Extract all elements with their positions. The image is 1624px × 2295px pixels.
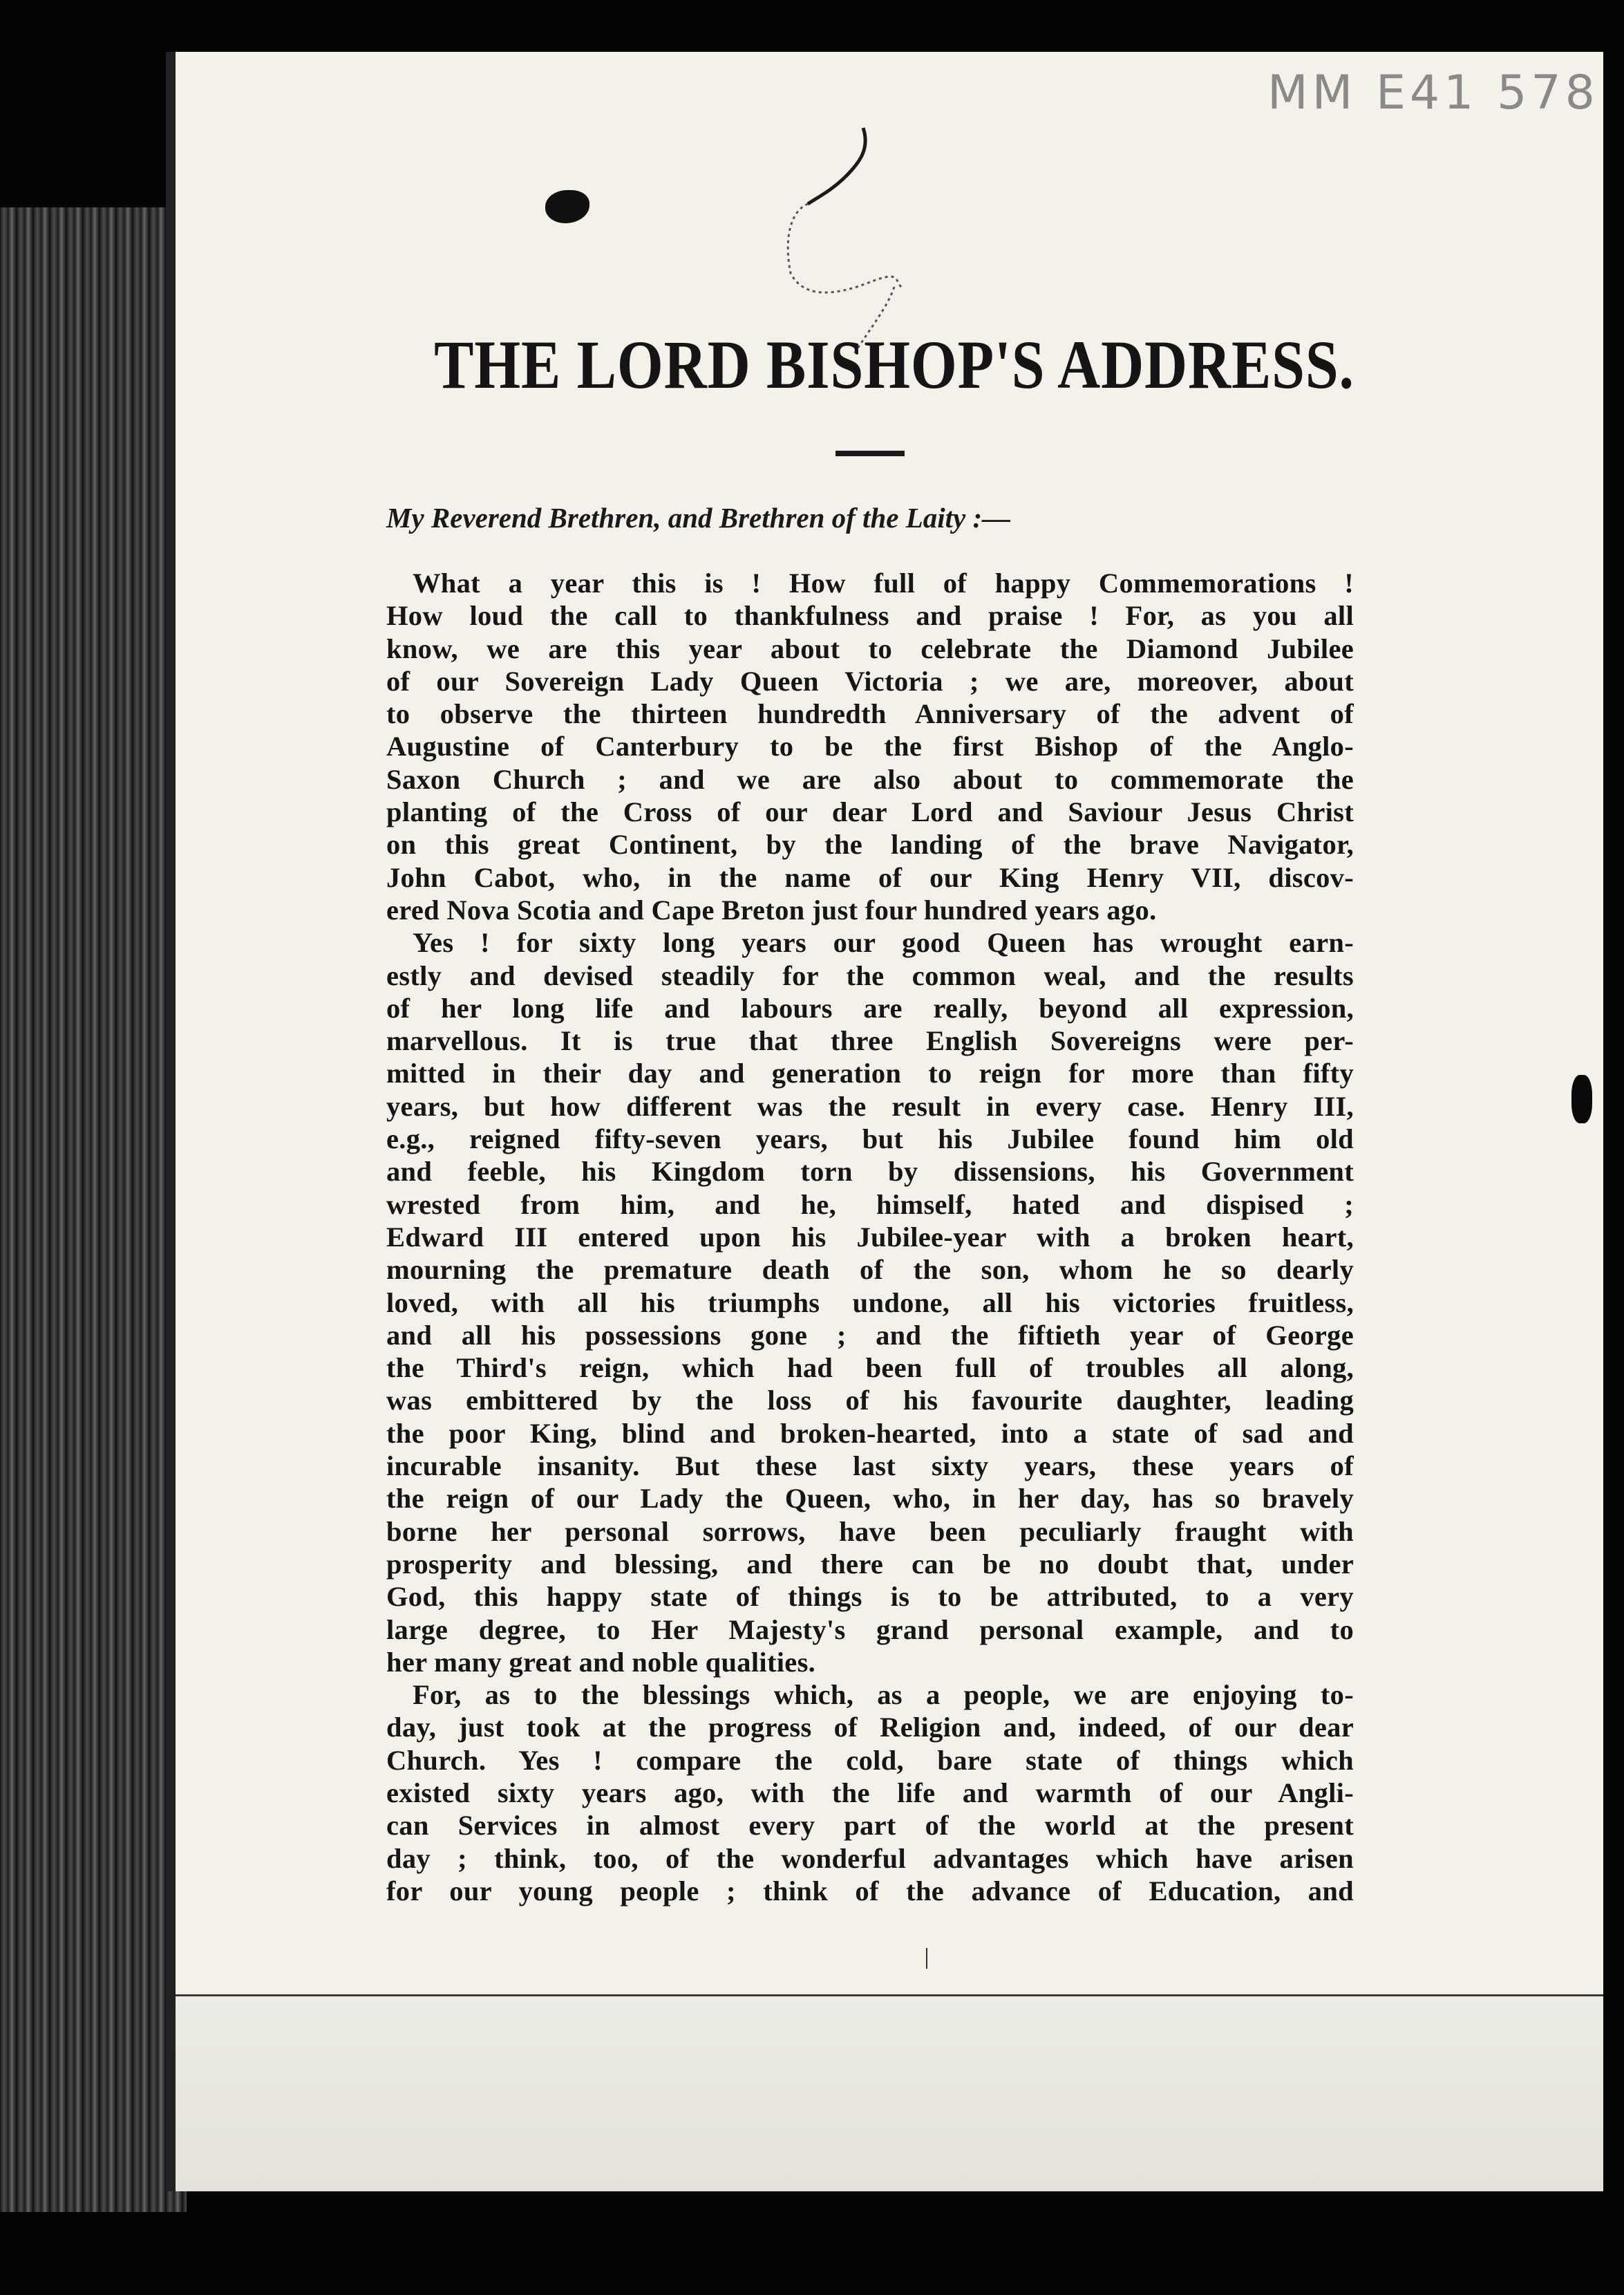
text-line: and feeble, his Kingdom torn by dissensions, his Government <box>386 1156 1354 1188</box>
ink-mark <box>1571 1075 1592 1123</box>
catalog-mark: MM E41 578 <box>1267 66 1599 120</box>
page-bottom-margin <box>176 1996 1603 2191</box>
text-line: John Cabot, who, in the name of our King Henry VII, discov- <box>386 861 1354 893</box>
text-line: What a year this is ! How full of happy Commemorations ! <box>413 568 1354 599</box>
page-title: THE LORD BISHOP'S ADDRESS. <box>434 326 1354 403</box>
ink-tick <box>926 1948 927 1969</box>
text-line: to observe the thirteen hundredth Anniversary of the advent of <box>386 698 1354 730</box>
text-line: for our young people ; think of the advance of Education, and <box>386 1875 1354 1907</box>
text-line: How loud the call to thankfulness and praise ! For, as you all <box>386 600 1354 632</box>
text-line: wrested from him, and he, himself, hated and dispised ; <box>386 1188 1354 1220</box>
text-line: her many great and noble qualities. <box>386 1646 816 1678</box>
address-body <box>386 567 1354 1907</box>
scan-edge-strip <box>0 207 187 2212</box>
text-line: ered Nova Scotia and Cape Breton just four hundred years ago. <box>386 894 1157 926</box>
text-line: the poor King, blind and broken-hearted, into a state of sad and <box>386 1417 1354 1449</box>
text-line: can Services in almost every part of the world at the present <box>386 1810 1354 1842</box>
text-line: of our Sovereign Lady Queen Victoria ; we are, moreover, about <box>386 665 1354 697</box>
text-line: Augustine of Canterbury to be the first Bishop of the Anglo- <box>386 731 1354 762</box>
text-line: prosperity and blessing, and there can be no doubt that, under <box>386 1548 1354 1580</box>
text-line: the Third's reign, which had been full of troubles all along, <box>386 1352 1354 1384</box>
text-line: Saxon Church ; and we are also about to commemorate the <box>386 763 1354 795</box>
text-line: and all his possessions gone ; and the fiftieth year of George <box>386 1319 1354 1351</box>
text-line: mitted in their day and generation to reign for more than fifty <box>386 1058 1354 1089</box>
text-line: incurable insanity. But these last sixty years, these years of <box>386 1450 1354 1482</box>
text-line: loved, with all his triumphs undone, all his victories fruitless, <box>386 1286 1354 1318</box>
text-line: the reign of our Lady the Queen, who, in her day, has so bravely <box>386 1483 1354 1515</box>
text-line: was embittered by the loss of his favourite daughter, leading <box>386 1385 1354 1416</box>
text-line: For, as to the blessings which, as a people, we are enjoying to- <box>413 1679 1354 1711</box>
text-line: mourning the premature death of the son, whom he so dearly <box>386 1254 1354 1286</box>
text-line: God, this happy state of things is to be attributed, to a very <box>386 1581 1354 1613</box>
text-line: years, but how different was the result in every case. Henry III, <box>386 1090 1354 1122</box>
text-line: existed sixty years ago, with the life and warmth of our Angli- <box>386 1777 1354 1808</box>
document-page <box>166 52 1603 2191</box>
ink-blot <box>545 190 589 223</box>
text-line: planting of the Cross of our dear Lord and Saviour Jesus Christ <box>386 796 1354 828</box>
text-line: marvellous. It is true that three English Sovereigns were per- <box>386 1025 1354 1057</box>
title-divider <box>835 451 905 456</box>
text-line: of her long life and labours are really, beyond all expression, <box>386 992 1354 1024</box>
text-line: estly and devised steadily for the common weal, and the results <box>386 959 1354 991</box>
text-line: e.g., reigned fifty-seven years, but his Jubilee found him old <box>386 1123 1354 1155</box>
text-line: Yes ! for sixty long years our good Queen has wrought earn- <box>413 927 1354 959</box>
text-line: large degree, to Her Majesty's grand personal example, and to <box>386 1613 1354 1645</box>
text-line: Edward III entered upon his Jubilee-year with a broken heart, <box>386 1221 1354 1253</box>
text-line: day, just took at the progress of Religion and, indeed, of our dear <box>386 1712 1354 1743</box>
text-line: know, we are this year about to celebrate the Diamond Jubilee <box>386 633 1354 664</box>
text-line: borne her personal sorrows, have been peculiarly fraught with <box>386 1515 1354 1547</box>
text-line: Church. Yes ! compare the cold, bare state of things which <box>386 1744 1354 1776</box>
text-line: on this great Continent, by the landing of the brave Navigator, <box>386 829 1354 861</box>
text-line: day ; think, too, of the wonderful advantages which have arisen <box>386 1842 1354 1874</box>
salutation: My Reverend Brethren, and Brethren of the Laity :— <box>386 502 1011 534</box>
